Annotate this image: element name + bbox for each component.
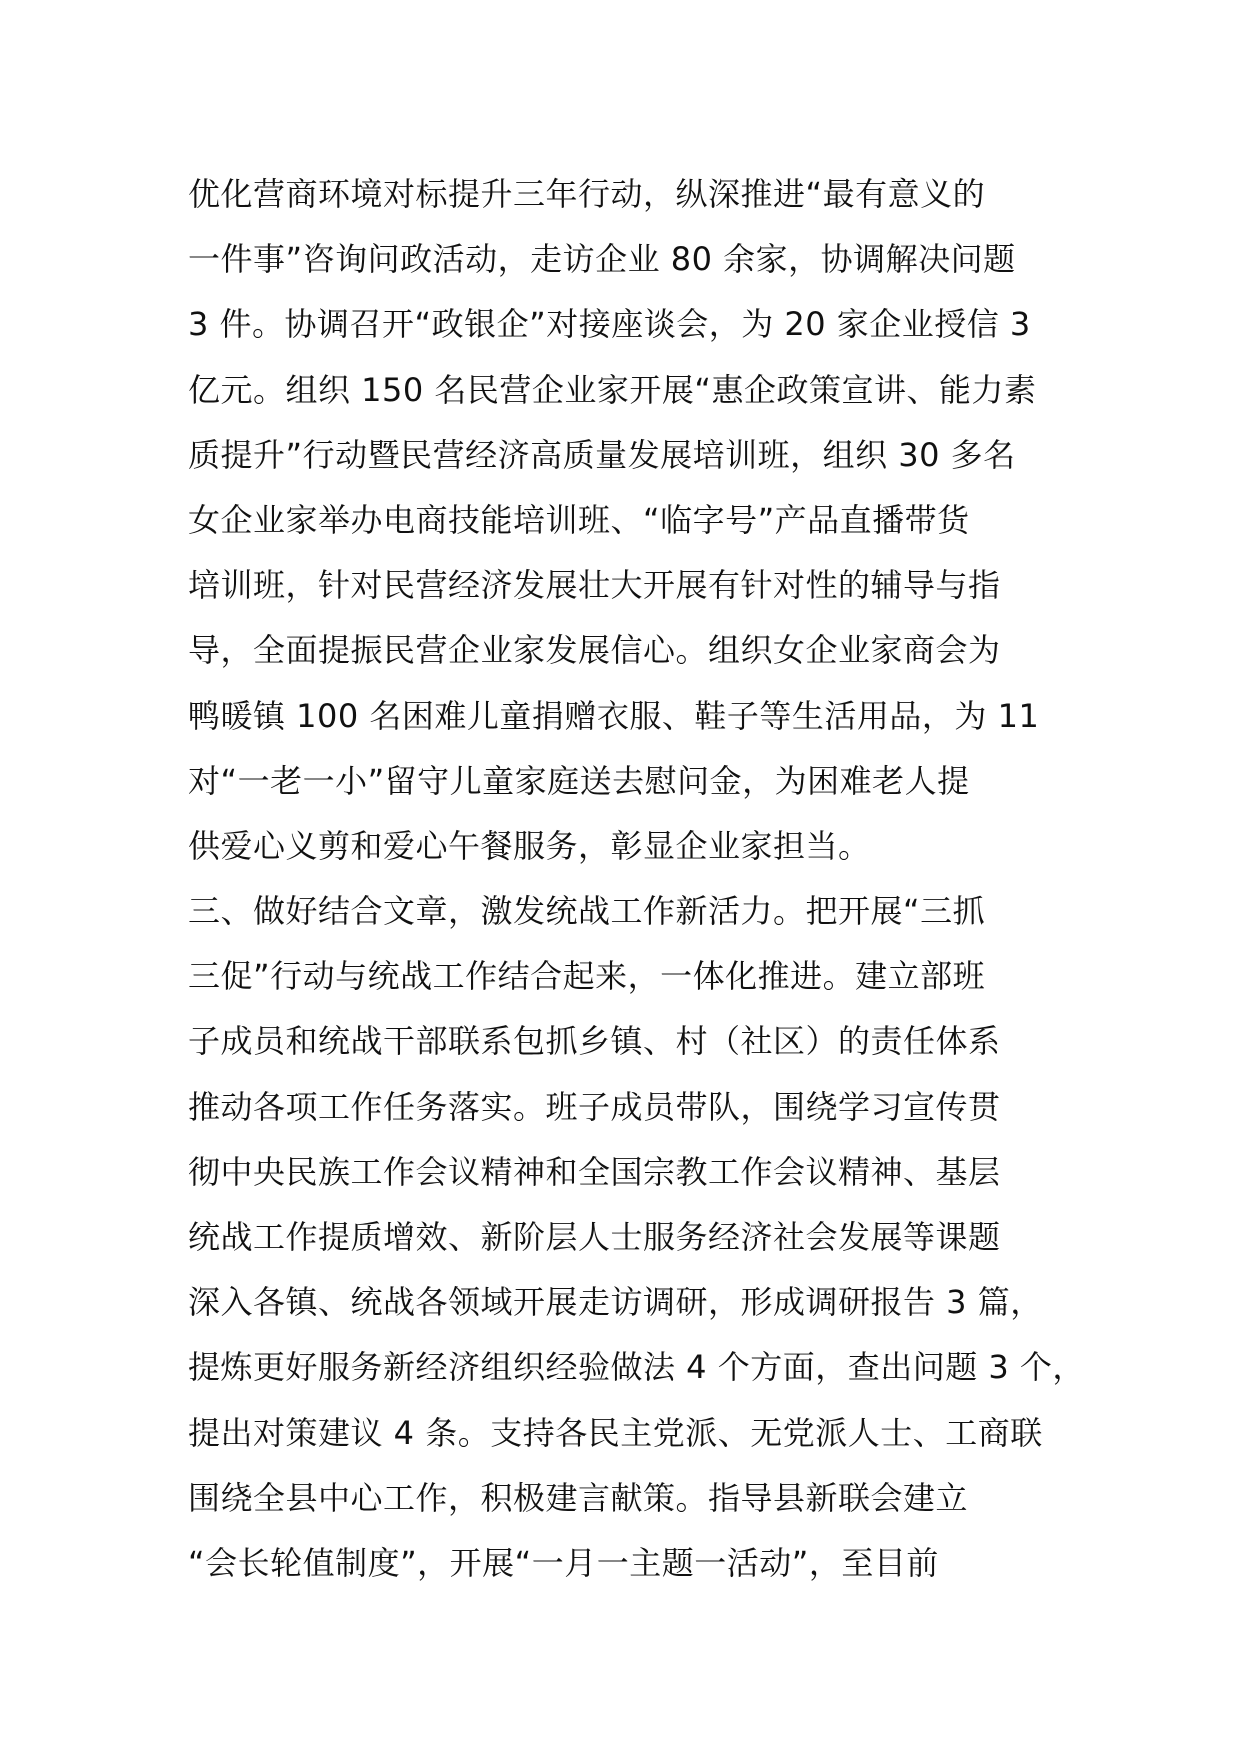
text-line: 亿元。组织 150 名民营企业家开展“惠企政策宣讲、能力素 — [188, 370, 1037, 409]
text-line: “会长轮值制度”，开展“一月一主题一活动”，至目前 — [188, 1543, 939, 1582]
text-line: 对“一老一小”留守儿童家庭送去慰问金，为困难老人提 — [188, 761, 970, 800]
text-line: 推动各项工作任务落实。班子成员带队，围绕学习宣传贯 — [188, 1087, 1001, 1126]
text-line: 女企业家举办电商技能培训班、“临字号”产品直播带货 — [188, 500, 970, 539]
text-line: 围绕全县中心工作，积极建言献策。指导县新联会建立 — [188, 1478, 969, 1517]
text-line: 鸭暖镇 100 名困难儿童捐赠衣服、鞋子等生活用品，为 11 — [188, 696, 1040, 735]
text-line: 一件事”咨询问政活动，走访企业 80 余家，协调解决问题 — [188, 240, 1016, 279]
text-line: 导，全面提振民营企业家发展信心。组织女企业家商会为 — [188, 631, 1001, 670]
text-line: 优化营商环境对标提升三年行动，纵深推进“最有意义的 — [188, 175, 986, 213]
text-line: 供爱心义剪和爱心午餐服务，彰显企业家担当。 — [188, 826, 871, 865]
section-heading-line: 三、做好结合文章，激发统战工作新活力。把开展“三抓 — [188, 892, 986, 931]
text-line: 三促”行动与统战工作结合起来，一体化推进。建立部班 — [188, 957, 986, 996]
body-text — [188, 162, 1088, 1596]
text-line: 质提升”行动暨民营经济高质量发展培训班，组织 30 多名 — [188, 435, 1016, 474]
text-line: 统战工作提质增效、新阶层人士服务经济社会发展等课题 — [188, 1218, 1001, 1256]
text-line: 3 件。协调召开“政银企”对接座谈会，为 20 家企业授信 3 — [188, 305, 1031, 344]
text-line: 培训班，针对民营经济发展壮大开展有针对性的辅导与指 — [188, 566, 1001, 605]
text-line: 提出对策建议 4 条。支持各民主党派、无党派人士、工商联 — [188, 1413, 1043, 1452]
text-line: 提炼更好服务新经济组织经验做法 4 个方面，查出问题 3 个， — [188, 1348, 1085, 1387]
text-line: 子成员和统战干部联系包抓乡镇、村（社区）的责任体系 — [188, 1022, 1001, 1061]
text-line: 深入各镇、统战各领域开展走访调研，形成调研报告 3 篇， — [188, 1283, 1043, 1322]
text-line: 彻中央民族工作会议精神和全国宗教工作会议精神、基层 — [188, 1152, 1001, 1191]
